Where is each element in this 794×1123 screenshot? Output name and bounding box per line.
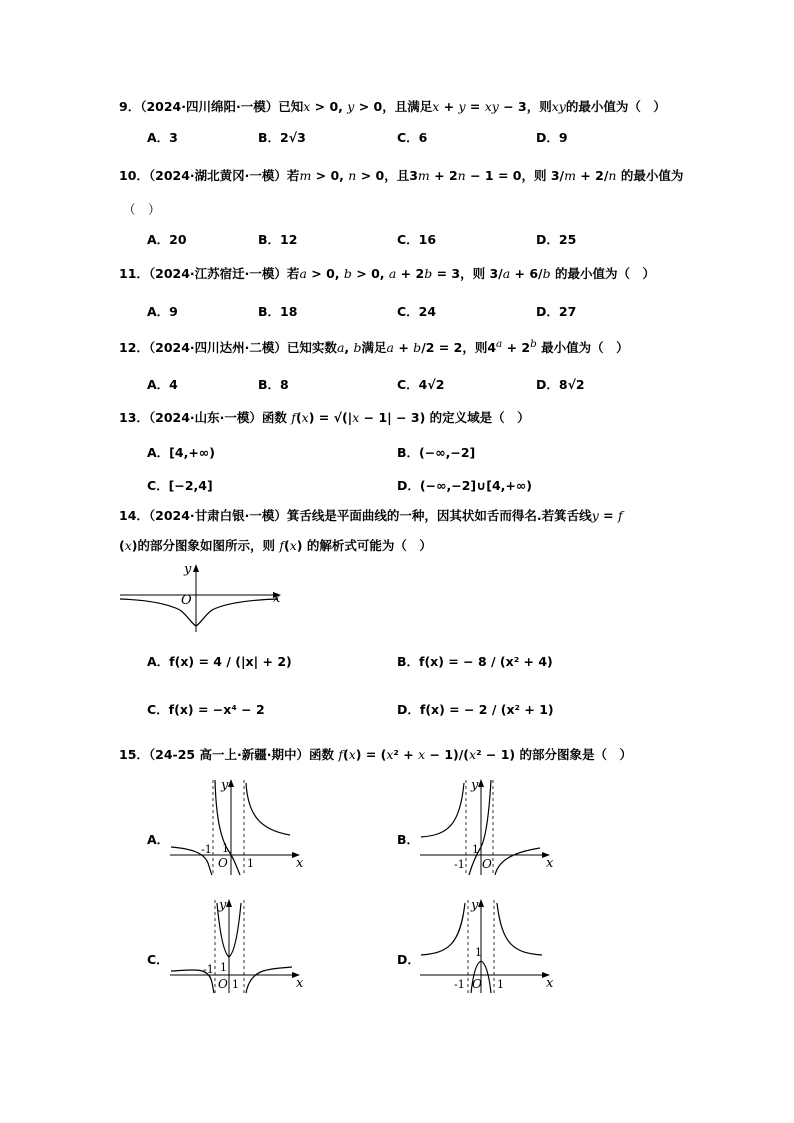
label-y: y [219, 898, 227, 913]
q14-y-arrow [193, 564, 199, 572]
question-15: 15．（24-25 高一上·新疆·期中）函数 f(x) = (x² + x − 1)/(x² − 1) 的部分图象是（ ） [119, 747, 632, 762]
label-1-y: 1 [475, 946, 482, 959]
label-y: y [471, 778, 479, 793]
q10-option-d[interactable]: D．25 [536, 232, 577, 247]
q9-option-d[interactable]: D．9 [536, 130, 568, 145]
q15-graph-a[interactable] [168, 775, 308, 877]
branch-left [421, 783, 464, 837]
question-10: 10．（2024·湖北黄冈·一模）若m > 0, n > 0，且3m + 2n − 1 = 0，则 3/m + 2/n 的最小值为 [119, 168, 684, 183]
label-neg1: -1 [203, 963, 214, 976]
label-1-x: 1 [247, 857, 254, 870]
q15-option-b[interactable]: B． [397, 832, 420, 847]
label-x: x [546, 976, 554, 991]
q9-option-a[interactable]: A．3 [147, 130, 178, 145]
arrow-y [478, 899, 484, 907]
q14-option-c[interactable]: C．f(x) = −x⁴ − 2 [147, 702, 265, 717]
q13-option-d[interactable]: D．(−∞,−2]∪[4,+∞) [397, 478, 533, 493]
label-1-y: 1 [220, 961, 227, 974]
label-1-y: 1 [472, 843, 479, 856]
label-origin: O [218, 856, 228, 870]
q14-option-a[interactable]: A．f(x) = 4 / (|x| + 2) [147, 654, 292, 669]
q13-option-a[interactable]: A．[4,+∞) [147, 445, 215, 460]
q12-option-b[interactable]: B．8 [258, 377, 289, 392]
q10-option-a[interactable]: A．20 [147, 232, 187, 247]
q14-x-label: x [273, 591, 281, 606]
branch-right [246, 783, 290, 835]
label-1-x: 1 [232, 978, 239, 991]
q11-option-c[interactable]: C．24 [397, 304, 437, 319]
q12-option-a[interactable]: A．4 [147, 377, 178, 392]
q15-option-c[interactable]: C． [147, 952, 169, 967]
label-x: x [546, 856, 554, 871]
label-neg1: -1 [454, 858, 465, 871]
q15-graph-c[interactable] [168, 895, 308, 995]
branch-left [421, 903, 465, 955]
question-9: 9．（2024·四川绵阳·一模）已知x > 0, y > 0，且满足x + y = xy − 3，则xy的最小值为（ ） [119, 99, 666, 114]
q10-stem-continuation: （ ） [123, 202, 161, 217]
label-origin: O [472, 977, 482, 991]
arrow-y [478, 779, 484, 787]
label-neg1: -1 [454, 978, 465, 991]
label-y: y [471, 898, 479, 913]
question-11: 11．（2024·江苏宿迁·一模）若a > 0, b > 0, a + 2b = 3，则 3/a + 6/b 的最小值为（ ） [119, 266, 655, 281]
q14-graph [118, 560, 288, 635]
q15-option-d[interactable]: D． [397, 952, 420, 967]
branch-right [246, 967, 292, 993]
q9-option-b[interactable]: B．2√3 [258, 130, 306, 145]
q11-option-d[interactable]: D．27 [536, 304, 577, 319]
question-13: 13．（2024·山东·一模）函数 f(x) = √(|x − 1| − 3) 的定义域是（ ） [119, 410, 530, 425]
arrow-y [228, 779, 234, 787]
label-1-y: 1 [222, 842, 229, 855]
q9-option-c[interactable]: C．6 [397, 130, 428, 145]
label-1-x: 1 [497, 978, 504, 991]
q14-origin-label: O [181, 593, 192, 608]
label-origin: O [218, 977, 228, 991]
label-y: y [221, 778, 229, 793]
q13-option-c[interactable]: C．[−2,4] [147, 478, 213, 493]
q14-curve [120, 599, 278, 626]
q12-option-d[interactable]: D．8√2 [536, 377, 585, 392]
label-x: x [296, 856, 304, 871]
label-origin: O [482, 857, 492, 871]
q15-graph-d[interactable] [418, 895, 558, 995]
question-14-line2: (x)的部分图象如图所示，则 f(x) 的解析式可能为（ ） [119, 538, 432, 553]
q14-option-d[interactable]: D．f(x) = − 2 / (x² + 1) [397, 702, 554, 717]
q15-graph-b[interactable] [418, 775, 558, 877]
question-14: 14．（2024·甘肃白银·一模）箕舌线是平面曲线的一种，因其状如舌而得名.若箕舌线y = f [119, 508, 623, 523]
branch-right [497, 903, 542, 955]
branch-right [495, 848, 540, 875]
q10-option-b[interactable]: B．12 [258, 232, 298, 247]
q14-option-b[interactable]: B．f(x) = − 8 / (x² + 4) [397, 654, 553, 669]
q14-y-label: y [184, 562, 192, 577]
label-x: x [296, 976, 304, 991]
q15-option-a[interactable]: A． [147, 832, 170, 847]
label-neg1: -1 [201, 843, 212, 856]
question-12: 12．（2024·四川达州·二模）已知实数a, b满足a + b/2 = 2，则$4^a + 2^b$ 最小值为（ ） [119, 338, 629, 356]
q12-option-c[interactable]: C．4√2 [397, 377, 445, 392]
q10-option-c[interactable]: C．16 [397, 232, 437, 247]
q11-option-b[interactable]: B．18 [258, 304, 298, 319]
q13-option-b[interactable]: B．(−∞,−2] [397, 445, 476, 460]
q11-option-a[interactable]: A．9 [147, 304, 178, 319]
arrow-y [226, 899, 232, 907]
